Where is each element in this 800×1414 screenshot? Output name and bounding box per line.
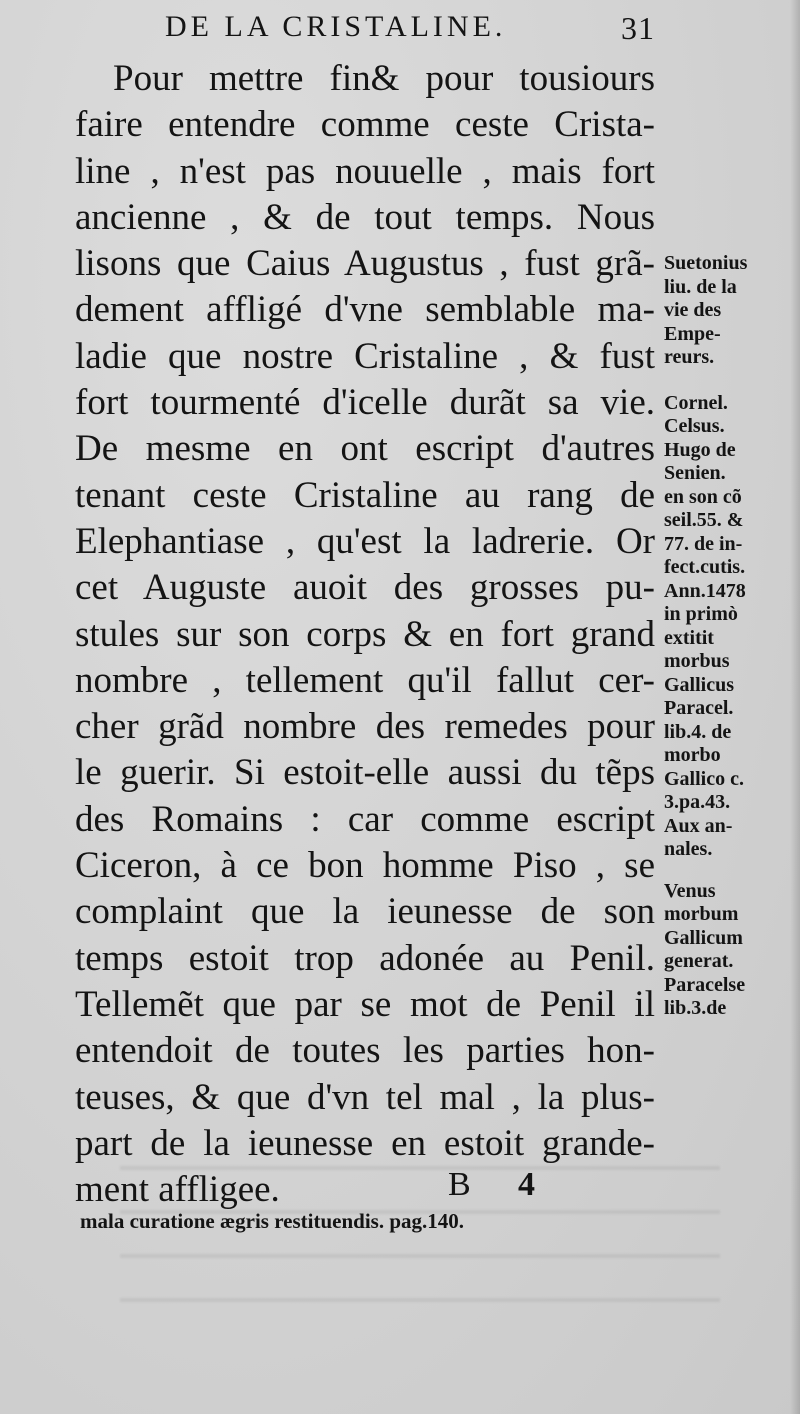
text-line: fort tourmenté d'icelle durãt sa vie. [75,382,655,424]
text-line: temps estoit trop adonée au Penil. [75,937,655,979]
margin-note: Venus [664,879,716,902]
margin-note: 77. de in- [664,532,743,555]
margin-note: morbo [664,744,721,766]
margin-note: en son cõ [664,485,742,508]
margin-note: in primò [664,603,738,625]
margin-note: Paracelse [664,973,746,996]
margin-note: morbum [664,903,739,925]
text-line: line , n'est pas nouuelle , mais fort [75,150,655,192]
text-line: Pour mettre fin& pour tousiours [113,58,655,99]
margin-note: nales. [664,838,713,860]
text-line: Ciceron, à ce bon homme Piso , se [75,845,655,887]
text-line: Tellemẽt que par se mot de Penil il [75,983,655,1025]
page-edge-shadow [790,0,800,1414]
text-line: part de la ieunesse en estoit grande- [75,1122,655,1164]
margin-note: seil.55. & [664,509,744,531]
margin-note: morbus [664,650,730,672]
text-line: De mesme en ont escript d'autres [75,428,655,470]
text-line: lisons que Caius Augustus , fust grã- [75,243,655,285]
text-line: ment affligee. [75,1169,280,1211]
text-line: dement affligé d'vne semblable ma- [75,289,655,331]
margin-note: Suetonius [664,252,748,274]
signature-number: 4 [518,1166,535,1203]
margin-note: Senien. [664,462,726,484]
text-line: nombre , tellement qu'il fallut cer- [75,659,655,701]
margin-note: Empe- [664,322,721,345]
margin-note: lib.4. de [664,720,732,743]
text-line: ancienne , & de tout temps. Nous [75,196,655,238]
margin-note: fect.cutis. [664,556,746,578]
marginal-notes [664,252,792,1021]
footnote-line: mala curatione ægris restituendis. pag.140. [80,1209,465,1233]
margin-note: lib.3.de [664,997,727,1019]
margin-note: Cornel. [664,391,728,414]
text-line: Elephantiase , qu'est la ladrerie. Or [75,520,655,562]
margin-note: reurs. [664,346,715,368]
text-line: cher grãd nombre des remedes pour [75,706,655,748]
page-number: 31 [621,10,655,46]
text-line: des Romains : car comme escript [75,798,655,840]
signature-letter: B [448,1166,471,1203]
margin-note: Paracel. [664,697,734,719]
margin-note: 3.pa.43. [664,791,731,813]
margin-note: extitit [664,626,714,649]
text-line: entendoit de toutes les parties hon- [75,1030,655,1072]
text-line: cet Auguste auoit des grosses pu- [75,567,655,609]
margin-note: Gallico c. [664,767,744,790]
margin-note: vie des [664,299,722,321]
margin-note: Gallicum [664,926,743,949]
text-line: faire entendre comme ceste Crista- [75,104,655,146]
running-title: DE LA CRISTALINE. [165,10,507,43]
margin-note: generat. [664,950,734,972]
margin-note: Aux an- [664,814,733,837]
text-line: le guerir. Si estoit-elle aussi du tẽps [75,752,655,794]
margin-note: liu. de la [664,275,737,298]
text-line: complaint que la ieunesse de son [75,891,655,933]
text-line: tenant ceste Cristaline au rang de [75,474,655,516]
page-header [165,10,655,50]
signature-mark [440,1166,560,1206]
margin-note: Ann.1478 [664,579,746,602]
margin-note: Hugo de [664,438,736,461]
margin-note: Gallicus [664,673,735,696]
margin-note: Celsus. [664,415,725,437]
text-line: stules sur son corps & en fort grand [75,613,655,655]
main-text-block [75,56,655,1213]
text-line: teuses, & que d'vn tel mal , la plus- [75,1076,655,1118]
text-line: ladie que nostre Cristaline , & fust [75,335,655,377]
